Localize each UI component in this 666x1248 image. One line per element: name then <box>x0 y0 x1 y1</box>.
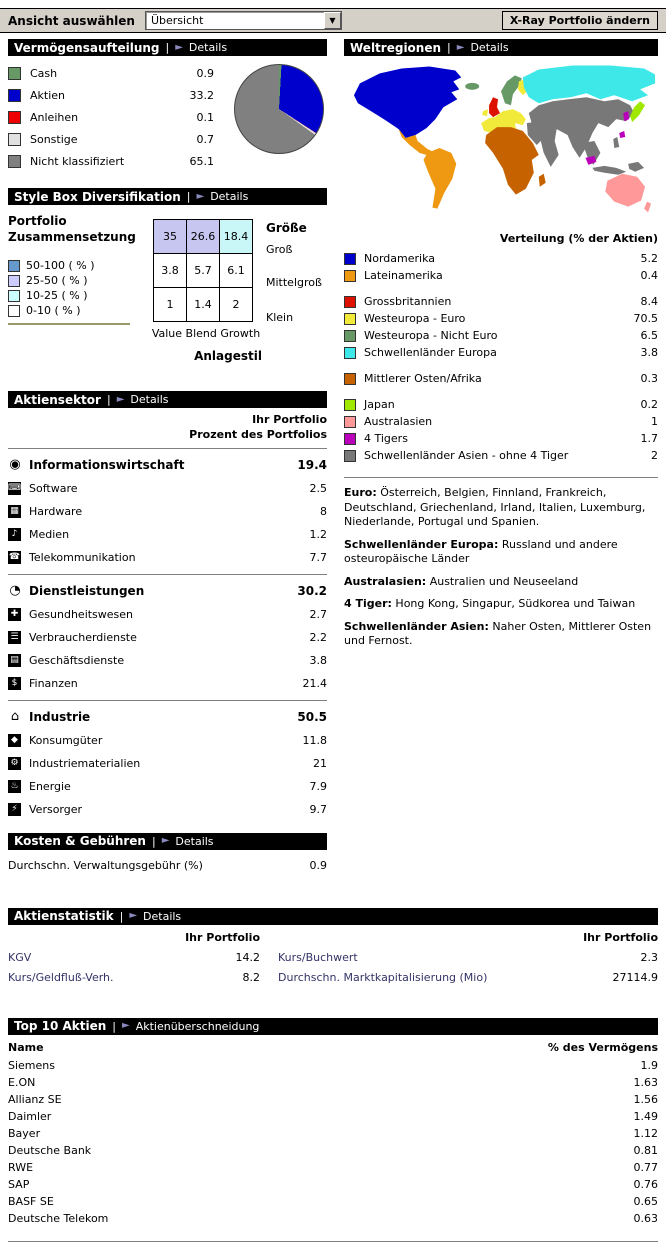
style-box-cell: 1.4 <box>187 288 220 322</box>
world-map <box>344 61 658 222</box>
stat-label-link[interactable]: KGV <box>8 951 32 965</box>
legend-range-label: 25-50 ( % ) <box>26 274 88 287</box>
holding-row <box>8 1176 658 1193</box>
sector-value: 21 <box>313 756 327 770</box>
region-label: Schwellenländer Asien - ohne 4 Tiger <box>364 449 569 462</box>
divider <box>8 448 327 449</box>
sector-label: Telekommunikation <box>29 550 136 564</box>
divider <box>344 477 658 478</box>
holding-name: Deutsche Telekom <box>8 1211 109 1225</box>
sector-label: Konsumgüter <box>29 733 103 747</box>
sector-value: 3.8 <box>309 653 327 667</box>
style-box-legend <box>8 258 130 325</box>
region-value: 3.8 <box>640 346 658 359</box>
style-axis-title: Anlagestil <box>194 349 262 363</box>
stat-row <box>8 948 260 968</box>
right-column <box>344 39 658 878</box>
holding-row <box>8 1125 658 1142</box>
pipe: | <box>165 41 170 54</box>
map-iceland <box>465 83 479 90</box>
legend-color-swatch <box>8 111 21 124</box>
sector-label: Industriematerialien <box>29 756 141 770</box>
holding-name: SAP <box>8 1177 30 1191</box>
pipe: | <box>151 834 156 848</box>
sector-group-row <box>8 580 327 603</box>
sector-group-value: 30.2 <box>297 584 327 599</box>
sector-row <box>8 752 327 775</box>
legend-color-swatch <box>8 89 21 102</box>
holding-weight: 1.12 <box>633 1126 658 1140</box>
section-title: Top 10 Aktien <box>14 1019 107 1034</box>
region-color-swatch <box>344 313 356 325</box>
sector-label: Software <box>29 481 78 495</box>
holding-weight: 1.56 <box>633 1092 658 1106</box>
holding-row <box>8 1159 658 1176</box>
holding-weight: 0.76 <box>633 1177 658 1191</box>
details-link[interactable]: Details <box>175 834 214 848</box>
sector-value: 2.5 <box>309 481 327 495</box>
stat-value: 27114.9 <box>612 971 658 985</box>
left-column <box>8 39 327 878</box>
region-value: 70.5 <box>633 312 658 325</box>
asset-allocation-header <box>8 39 327 56</box>
holding-name: Daimler <box>8 1109 52 1123</box>
flame-icon: ♨ <box>8 780 21 793</box>
details-arrow-icon: ► <box>129 910 138 922</box>
region-label: Japan <box>364 398 395 411</box>
sector-group-row <box>8 706 327 729</box>
region-color-swatch <box>344 270 356 282</box>
details-arrow-icon: ► <box>116 393 125 405</box>
style-box-legend-row <box>8 258 130 273</box>
asset-allocation-row <box>8 106 220 128</box>
region-color-swatch <box>344 330 356 342</box>
asset-allocation-list <box>8 62 220 172</box>
holding-name: Deutsche Bank <box>8 1143 92 1157</box>
sector-row <box>8 546 327 569</box>
sector-group-value: 19.4 <box>297 458 327 473</box>
stat-value: 14.2 <box>235 951 260 965</box>
sector-group-label: Informationswirtschaft <box>29 458 185 473</box>
view-select[interactable] <box>145 11 342 30</box>
legend-color-swatch <box>8 275 20 287</box>
stats-column-header: Ihr Portfolio <box>185 930 260 944</box>
region-legend-row <box>344 293 658 310</box>
footnote: Schwellenländer Asien: Naher Osten, Mittlerer Osten und Fernost. <box>344 619 652 648</box>
sector-label: Energie <box>29 779 71 793</box>
footnote: 4 Tiger: Hong Kong, Singapur, Südkorea und Taiwan <box>344 597 636 611</box>
holding-name: Siemens <box>8 1058 55 1072</box>
holding-name: Allianz SE <box>8 1092 62 1106</box>
details-link[interactable]: Details <box>143 909 182 923</box>
holding-row <box>8 1193 658 1210</box>
holding-row <box>8 1074 658 1091</box>
sector-row <box>8 729 327 752</box>
size-row-label: Mittelgroß <box>266 276 322 289</box>
car-icon: ◆ <box>8 734 21 747</box>
divider <box>8 700 327 701</box>
sector-row <box>8 603 327 626</box>
legend-color-swatch <box>8 155 21 168</box>
costs-value: 0.9 <box>309 859 327 873</box>
top10-header <box>8 1018 658 1035</box>
sector-value: 11.8 <box>302 733 327 747</box>
region-footnotes <box>344 486 658 649</box>
region-color-swatch <box>344 296 356 308</box>
holding-row <box>8 1142 658 1159</box>
region-legend-row <box>344 430 658 447</box>
region-label: Grossbritannien <box>364 295 452 308</box>
telecom-icon: ☎ <box>8 551 21 562</box>
region-value: 8.4 <box>640 295 658 308</box>
legend-color-swatch <box>8 260 20 272</box>
legend-color-swatch <box>8 305 20 317</box>
pipe: | <box>447 41 451 54</box>
region-value: 0.4 <box>640 269 658 282</box>
region-legend-row <box>344 447 658 464</box>
weight-header: % des Vermögens <box>547 1041 658 1055</box>
style-box-cell: 1 <box>154 288 187 322</box>
sector-group-row <box>8 454 327 477</box>
footnote: Schwellenländer Europa: Russland und andere osteuropäische Länder <box>344 537 618 566</box>
stat-row <box>8 968 260 988</box>
sector-value: 7.9 <box>309 779 327 793</box>
sector-row <box>8 500 327 523</box>
sector-row <box>8 477 327 500</box>
legend-range-label: 0-10 ( % ) <box>26 304 81 317</box>
section-title: Kosten & Gebühren <box>14 834 146 849</box>
asset-allocation-row <box>8 128 220 150</box>
section-title: Aktiensektor <box>14 392 101 407</box>
chevron-down-icon[interactable]: ▼ <box>324 12 341 29</box>
sector-row <box>8 775 327 798</box>
footnote: Euro: Österreich, Belgien, Finnland, Frankreich, Deutschland, Griechenland, Irland, Italien, Luxemburg, Niederlande, Portugal und Spanien. <box>344 486 646 529</box>
view-select-label: Ansicht auswählen <box>8 13 135 28</box>
style-box-cell: 18.4 <box>220 220 253 254</box>
details-link[interactable]: Details <box>210 190 249 203</box>
document-icon: ▤ <box>8 654 21 667</box>
dollar-icon: $ <box>8 677 21 690</box>
toolbar <box>0 8 666 33</box>
sector-value: 21.4 <box>302 676 327 690</box>
sector-label: Finanzen <box>29 676 78 690</box>
holding-weight: 0.63 <box>633 1211 658 1225</box>
style-box-legend-row <box>8 273 130 288</box>
bulb-icon: ⚡ <box>8 803 21 816</box>
stats-right-list <box>278 948 658 988</box>
section-title: Aktienstatistik <box>14 909 114 924</box>
style-box-cell: 5.7 <box>187 254 220 288</box>
sector-group-value: 50.5 <box>297 710 327 725</box>
holding-name: E.ON <box>8 1075 36 1089</box>
sector-label: Geschäftsdienste <box>29 653 125 667</box>
footnote: Australasien: Australien und Neuseeland <box>344 574 579 588</box>
region-value: 0.2 <box>640 398 658 411</box>
distribution-header: Verteilung (% der Aktien) <box>499 232 658 245</box>
legend-range-label: 10-25 ( % ) <box>26 289 88 302</box>
regions-header <box>344 39 658 56</box>
asset-allocation-row <box>8 150 220 172</box>
holding-row <box>8 1057 658 1074</box>
region-label: 4 Tigers <box>364 432 408 445</box>
stat-row <box>278 968 658 988</box>
stats-column-header: Ihr Portfolio <box>583 930 658 944</box>
section-title: Vermögensaufteilung <box>14 40 160 55</box>
pipe: | <box>106 393 111 406</box>
sector-row <box>8 798 327 821</box>
sector-row <box>8 649 327 672</box>
style-axis-labels: Value Blend Growth <box>151 327 261 340</box>
region-legend-row <box>344 370 658 387</box>
style-box-cell: 6.1 <box>220 254 253 288</box>
sector-group-label: Industrie <box>29 710 91 725</box>
style-box-grid <box>153 219 253 322</box>
region-color-swatch <box>344 253 356 265</box>
overlap-link[interactable]: Aktienüberschneidung <box>135 1019 260 1033</box>
costs-row <box>8 854 327 878</box>
sector-label: Versorger <box>29 802 83 816</box>
holding-weight: 1.63 <box>633 1075 658 1089</box>
holding-weight: 0.77 <box>633 1160 658 1174</box>
sector-group-label: Dienstleistungen <box>29 584 145 599</box>
asset-class-label: Nicht klassifiziert <box>30 154 125 168</box>
sector-label: Verbraucherdienste <box>29 630 137 644</box>
legend-color-swatch <box>8 67 21 80</box>
size-row-label: Klein <box>266 311 294 324</box>
region-legend-row <box>344 310 658 327</box>
asset-class-label: Sonstige <box>30 132 78 146</box>
sector-value: 8 <box>320 504 327 518</box>
holding-name: RWE <box>8 1160 34 1174</box>
holding-row <box>8 1091 658 1108</box>
region-legend-row <box>344 344 658 361</box>
sector-row <box>8 626 327 649</box>
sector-header <box>8 391 327 408</box>
asset-allocation-row <box>8 84 220 106</box>
sector-label: Gesundheitswesen <box>29 607 134 621</box>
top10-column-headers <box>8 1039 658 1057</box>
style-box-cell: 2 <box>220 288 253 322</box>
region-label: Mittlerer Osten/Afrika <box>364 372 482 385</box>
pipe: | <box>119 909 124 923</box>
region-legend <box>344 250 658 464</box>
holding-row <box>8 1210 658 1227</box>
sector-sublist <box>8 603 327 695</box>
sector-value: 1.2 <box>309 527 327 541</box>
style-box-legend-row <box>8 303 130 318</box>
stat-label-link[interactable]: Kurs/Buchwert <box>278 951 358 965</box>
region-label: Schwellenländer Europa <box>364 346 497 359</box>
legend-color-swatch <box>8 133 21 146</box>
stat-label-link[interactable]: Durchschn. Marktkapitalisierung (Mio) <box>278 971 488 985</box>
software-icon: ⌨ <box>8 482 21 493</box>
region-legend-row <box>344 267 658 284</box>
stat-value: 8.2 <box>242 971 260 985</box>
region-value: 1 <box>651 415 658 428</box>
details-arrow-icon: ► <box>175 41 183 53</box>
details-link[interactable]: Details <box>470 41 509 54</box>
hardware-icon: ▦ <box>8 505 21 518</box>
asset-class-value: 65.1 <box>189 154 214 168</box>
style-box-composition-label: Portfolio Zusammensetzung <box>8 214 136 245</box>
divider <box>8 574 327 575</box>
pipe: | <box>112 1019 116 1033</box>
top10-list <box>8 1057 658 1227</box>
holding-weight: 1.9 <box>640 1058 658 1072</box>
legend-color-swatch <box>8 290 20 302</box>
stats-left-list <box>8 948 260 988</box>
coin-icon: ◔ <box>9 583 21 599</box>
region-value: 6.5 <box>640 329 658 342</box>
asset-class-value: 0.7 <box>196 132 214 146</box>
region-legend-row <box>344 413 658 430</box>
asset-allocation-pie <box>234 64 324 154</box>
size-row-label: Groß <box>266 243 293 256</box>
details-arrow-icon: ► <box>196 190 205 202</box>
region-legend-row <box>344 396 658 413</box>
sector-value: 9.7 <box>309 802 327 816</box>
health-icon: ✚ <box>8 608 21 621</box>
holding-name: BASF SE <box>8 1194 54 1208</box>
style-box-cell: 3.8 <box>154 254 187 288</box>
style-box-cell: 26.6 <box>187 220 220 254</box>
costs-header <box>8 833 327 850</box>
region-label: Australasien <box>364 415 433 428</box>
sector-value: 2.7 <box>309 607 327 621</box>
change-portfolio-button[interactable]: X-Ray Portfolio ändern <box>502 11 658 30</box>
sector-value: 2.2 <box>309 630 327 644</box>
section-title: Style Box Diversifikation <box>14 189 181 204</box>
asset-class-value: 0.9 <box>196 66 214 80</box>
factory-icon: ⌂ <box>10 709 20 725</box>
region-label: Lateinamerika <box>364 269 443 282</box>
asset-class-label: Cash <box>30 66 58 80</box>
details-arrow-icon: ► <box>161 835 170 847</box>
sector-column-header: Ihr Portfolio Prozent des Portfolios <box>189 413 327 441</box>
region-color-swatch <box>344 433 356 445</box>
legend-range-label: 50-100 ( % ) <box>26 259 95 272</box>
style-box <box>8 211 327 381</box>
media-icon: ♪ <box>8 528 21 541</box>
holding-name: Bayer <box>8 1126 41 1140</box>
sector-sublist <box>8 477 327 569</box>
gear-icon: ⚙ <box>8 757 21 770</box>
name-header: Name <box>8 1041 44 1055</box>
top10-section <box>8 1018 658 1227</box>
details-link[interactable]: Details <box>130 393 169 406</box>
stat-row <box>278 948 658 968</box>
style-box-header <box>8 188 327 205</box>
asset-class-value: 33.2 <box>189 88 214 102</box>
region-color-swatch <box>344 416 356 428</box>
holding-weight: 0.81 <box>633 1143 658 1157</box>
region-legend-row <box>344 327 658 344</box>
sector-label: Medien <box>29 527 70 541</box>
costs-label: Durchschn. Verwaltungsgebühr (%) <box>8 859 203 873</box>
details-arrow-icon: ► <box>456 41 465 53</box>
asset-class-value: 0.1 <box>196 110 214 124</box>
region-color-swatch <box>344 373 356 385</box>
page-bottom-divider <box>8 1241 658 1242</box>
region-label: Nordamerika <box>364 252 435 265</box>
region-color-swatch <box>344 450 356 462</box>
size-axis-label: Größe <box>266 221 307 235</box>
sector-sublist <box>8 729 327 821</box>
sector-label: Hardware <box>29 504 83 518</box>
section-title: Weltregionen <box>350 40 442 55</box>
stock-statistics-section <box>8 908 658 988</box>
details-arrow-icon: ► <box>122 1020 130 1032</box>
region-legend-row <box>344 250 658 267</box>
stat-value: 2.3 <box>640 951 658 965</box>
eye-icon: ◉ <box>9 457 21 473</box>
region-color-swatch <box>344 399 356 411</box>
region-color-swatch <box>344 347 356 359</box>
sector-row <box>8 672 327 695</box>
region-label: Westeuropa - Euro <box>364 312 466 325</box>
stats-header <box>8 908 658 925</box>
asset-class-label: Aktien <box>30 88 66 102</box>
sector-row <box>8 523 327 546</box>
sector-value: 7.7 <box>309 550 327 564</box>
asset-allocation-row <box>8 62 220 84</box>
region-value: 1.7 <box>640 432 658 445</box>
holding-weight: 0.65 <box>633 1194 658 1208</box>
region-label: Westeuropa - Nicht Euro <box>364 329 498 342</box>
style-box-legend-row <box>8 288 130 303</box>
region-value: 2 <box>651 449 658 462</box>
details-link[interactable]: Details <box>188 41 228 54</box>
holding-weight: 1.49 <box>633 1109 658 1123</box>
view-select-value: Übersicht <box>150 14 204 27</box>
stat-label-link[interactable]: Kurs/Geldfluß-Verh. <box>8 971 114 985</box>
asset-class-label: Anleihen <box>30 110 79 124</box>
region-value: 0.3 <box>640 372 658 385</box>
consumer-services-icon: ☰ <box>8 631 21 644</box>
pipe: | <box>186 190 191 203</box>
region-value: 5.2 <box>640 252 658 265</box>
style-box-cell: 35 <box>154 220 187 254</box>
holding-row <box>8 1108 658 1125</box>
